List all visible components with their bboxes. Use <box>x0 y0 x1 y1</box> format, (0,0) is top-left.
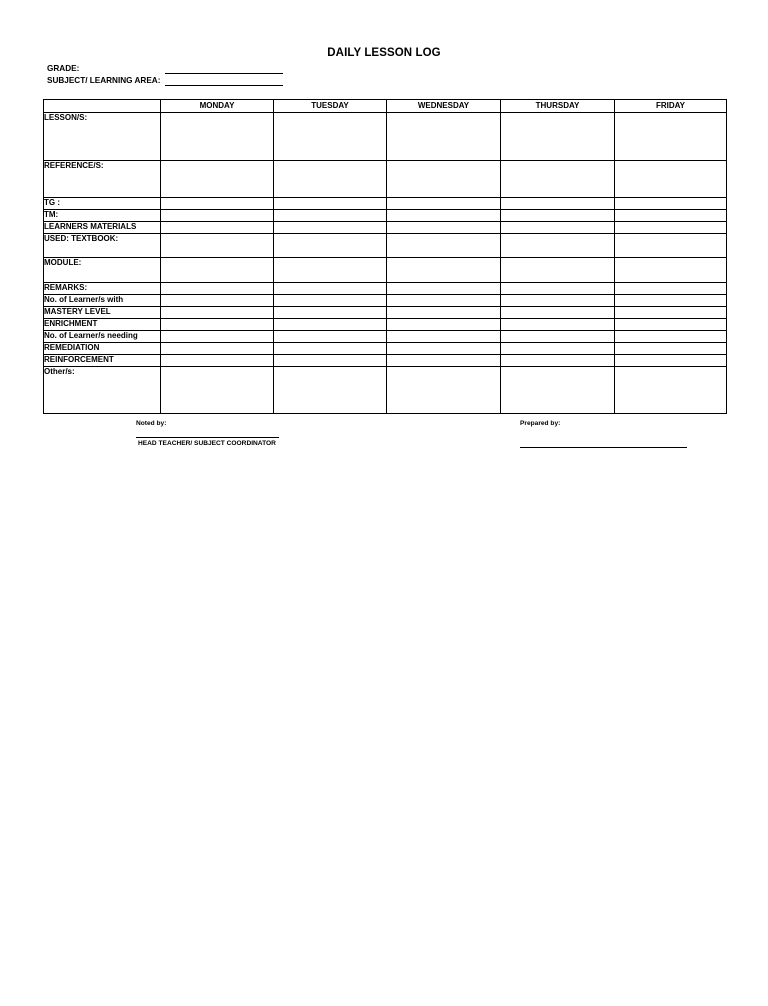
entry-cell[interactable] <box>161 210 274 222</box>
entry-cell[interactable] <box>274 198 387 210</box>
table-header-row <box>44 100 727 113</box>
entry-cell[interactable] <box>274 222 387 234</box>
entry-cell[interactable] <box>615 307 727 319</box>
entry-cell[interactable] <box>387 210 501 222</box>
row-label-mastery-level: MASTERY LEVEL <box>44 307 161 319</box>
entry-cell[interactable] <box>161 234 274 258</box>
table-row <box>44 113 727 161</box>
entry-cell[interactable] <box>161 258 274 283</box>
row-label-lessons: LESSON/S: <box>44 113 161 161</box>
row-label-others: Other/s: <box>44 367 161 414</box>
entry-cell[interactable] <box>161 307 274 319</box>
table-row <box>44 307 727 319</box>
entry-cell[interactable] <box>501 198 615 210</box>
entry-cell[interactable] <box>501 113 615 161</box>
entry-cell[interactable] <box>387 343 501 355</box>
entry-cell[interactable] <box>274 319 387 331</box>
prepared-by-label: Prepared by: <box>520 420 561 427</box>
table-row <box>44 355 727 367</box>
entry-cell[interactable] <box>501 234 615 258</box>
entry-cell[interactable] <box>501 331 615 343</box>
entry-cell[interactable] <box>274 355 387 367</box>
entry-cell[interactable] <box>615 331 727 343</box>
day-header-wednesday: WEDNESDAY <box>387 100 501 113</box>
entry-cell[interactable] <box>161 343 274 355</box>
table-row <box>44 283 727 295</box>
entry-cell[interactable] <box>387 367 501 414</box>
entry-cell[interactable] <box>387 331 501 343</box>
entry-cell[interactable] <box>615 113 727 161</box>
entry-cell[interactable] <box>161 113 274 161</box>
entry-cell[interactable] <box>615 210 727 222</box>
entry-cell[interactable] <box>387 307 501 319</box>
entry-cell[interactable] <box>274 161 387 198</box>
entry-cell[interactable] <box>274 295 387 307</box>
prepared-by-signature-line[interactable] <box>520 447 687 448</box>
entry-cell[interactable] <box>161 161 274 198</box>
grade-label: GRADE: <box>47 64 80 73</box>
entry-cell[interactable] <box>501 283 615 295</box>
entry-cell[interactable] <box>161 319 274 331</box>
entry-cell[interactable] <box>274 113 387 161</box>
table-row <box>44 258 727 283</box>
table-row <box>44 222 727 234</box>
entry-cell[interactable] <box>274 234 387 258</box>
entry-cell[interactable] <box>501 210 615 222</box>
entry-cell[interactable] <box>615 355 727 367</box>
entry-cell[interactable] <box>387 295 501 307</box>
row-label-learners-needing: No. of Learner/s needing <box>44 331 161 343</box>
subject-field-line[interactable] <box>165 85 283 86</box>
entry-cell[interactable] <box>274 367 387 414</box>
entry-cell[interactable] <box>615 343 727 355</box>
noted-by-label: Noted by: <box>136 420 167 427</box>
entry-cell[interactable] <box>387 258 501 283</box>
entry-cell[interactable] <box>387 283 501 295</box>
entry-cell[interactable] <box>161 283 274 295</box>
entry-cell[interactable] <box>387 161 501 198</box>
row-label-tm: TM: <box>44 210 161 222</box>
entry-cell[interactable] <box>274 210 387 222</box>
table-row <box>44 343 727 355</box>
entry-cell[interactable] <box>501 367 615 414</box>
entry-cell[interactable] <box>501 161 615 198</box>
entry-cell[interactable] <box>501 258 615 283</box>
entry-cell[interactable] <box>387 198 501 210</box>
entry-cell[interactable] <box>615 319 727 331</box>
page-title: DAILY LESSON LOG <box>327 47 441 59</box>
entry-cell[interactable] <box>161 331 274 343</box>
entry-cell[interactable] <box>501 343 615 355</box>
table-row <box>44 331 727 343</box>
entry-cell[interactable] <box>161 295 274 307</box>
entry-cell[interactable] <box>387 113 501 161</box>
entry-cell[interactable] <box>615 198 727 210</box>
table-row <box>44 198 727 210</box>
entry-cell[interactable] <box>161 198 274 210</box>
entry-cell[interactable] <box>274 307 387 319</box>
table-row <box>44 295 727 307</box>
entry-cell[interactable] <box>615 367 727 414</box>
row-label-references: REFERENCE/S: <box>44 161 161 198</box>
entry-cell[interactable] <box>387 355 501 367</box>
entry-cell[interactable] <box>501 355 615 367</box>
day-header-thursday: THURSDAY <box>501 100 615 113</box>
entry-cell[interactable] <box>615 258 727 283</box>
entry-cell[interactable] <box>615 234 727 258</box>
entry-cell[interactable] <box>501 307 615 319</box>
row-label-module: MODULE: <box>44 258 161 283</box>
entry-cell[interactable] <box>615 161 727 198</box>
noted-by-title: HEAD TEACHER/ SUBJECT COORDINATOR <box>138 440 276 447</box>
row-label-tg: TG : <box>44 198 161 210</box>
entry-cell[interactable] <box>274 258 387 283</box>
entry-cell[interactable] <box>387 234 501 258</box>
grade-field-line[interactable] <box>165 73 283 74</box>
row-label-remediation: REMEDIATION <box>44 343 161 355</box>
day-header-monday: MONDAY <box>161 100 274 113</box>
entry-cell[interactable] <box>615 295 727 307</box>
entry-cell[interactable] <box>501 222 615 234</box>
corner-cell <box>44 100 161 113</box>
entry-cell[interactable] <box>274 343 387 355</box>
table-row <box>44 367 727 414</box>
subject-label: SUBJECT/ LEARNING AREA: <box>47 76 161 85</box>
table-row <box>44 319 727 331</box>
row-label-textbook: USED: TEXTBOOK: <box>44 234 161 258</box>
entry-cell[interactable] <box>161 222 274 234</box>
noted-by-signature-line[interactable] <box>136 437 279 438</box>
entry-cell[interactable] <box>387 319 501 331</box>
row-label-reinforcement: REINFORCEMENT <box>44 355 161 367</box>
table-row <box>44 234 727 258</box>
entry-cell[interactable] <box>615 222 727 234</box>
table-row <box>44 161 727 198</box>
row-label-learners-materials: LEARNERS MATERIALS <box>44 222 161 234</box>
entry-cell[interactable] <box>274 331 387 343</box>
table-row <box>44 210 727 222</box>
row-label-learners-with: No. of Learner/s with <box>44 295 161 307</box>
entry-cell[interactable] <box>501 319 615 331</box>
entry-cell[interactable] <box>387 222 501 234</box>
entry-cell[interactable] <box>161 367 274 414</box>
entry-cell[interactable] <box>161 355 274 367</box>
lesson-log-table <box>43 99 727 414</box>
day-header-friday: FRIDAY <box>615 100 727 113</box>
row-label-remarks: REMARKS: <box>44 283 161 295</box>
entry-cell[interactable] <box>615 283 727 295</box>
day-header-tuesday: TUESDAY <box>274 100 387 113</box>
entry-cell[interactable] <box>274 283 387 295</box>
row-label-enrichment: ENRICHMENT <box>44 319 161 331</box>
entry-cell[interactable] <box>501 295 615 307</box>
